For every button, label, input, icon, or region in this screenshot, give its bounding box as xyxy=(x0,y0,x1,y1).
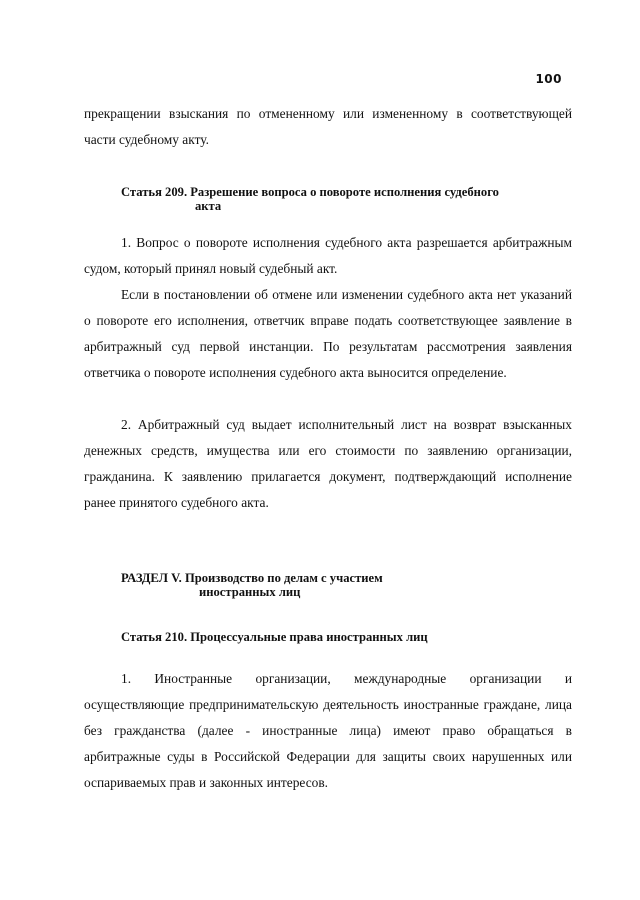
article-209-paragraph-1-continued: Если в постановлении об отмене или изменении судебного акта нет указаний о повороте его исполнения, ответчик вправе подать соответствующее заявление в арбитражный суд первой инстанции. По результатам рассмотрения заявления ответчика о повороте исполнения судебного акта выносится определение. xyxy=(84,287,572,380)
section-v-heading-line1: РАЗДЕЛ V. Производство по делам с участием xyxy=(121,571,383,585)
page-number: 100 xyxy=(535,72,562,86)
article-209-heading-line1: Статья 209. Разрешение вопроса о повороте исполнения судебного xyxy=(121,185,499,199)
article-209-heading-line2: акта xyxy=(195,199,222,213)
article-209-heading xyxy=(121,185,499,213)
article-209-paragraph-2: 2. Арбитражный суд выдает исполнительный лист на возврат взысканных денежных средств, имущества или его стоимости по заявлению организации, гражданина. К заявлению прилагается документ, подтверждающий исполнение ранее принятого судебного акта. xyxy=(84,417,572,510)
paragraph-continuation: прекращении взыскания по отмененному или измененному в соответствующей части судебному акту. xyxy=(84,106,572,147)
article-210-heading: Статья 210. Процессуальные права иностранных лиц xyxy=(121,630,428,644)
article-209-paragraph-1: 1. Вопрос о повороте исполнения судебного акта разрешается арбитражным судом, который принял новый судебный акт. xyxy=(84,235,572,276)
section-v-heading-line2: иностранных лиц xyxy=(199,585,301,599)
section-v-heading xyxy=(121,571,383,599)
article-210-paragraph-1: 1. Иностранные организации, международные организации и осуществляющие предпринимательскую деятельность иностранные граждане, лица без гражданства (далее - иностранные лица) имеют право обращаться в арбитражные суды в Российской Федерации для защиты своих нарушенных или оспариваемых прав и законных интересов. xyxy=(84,671,572,790)
